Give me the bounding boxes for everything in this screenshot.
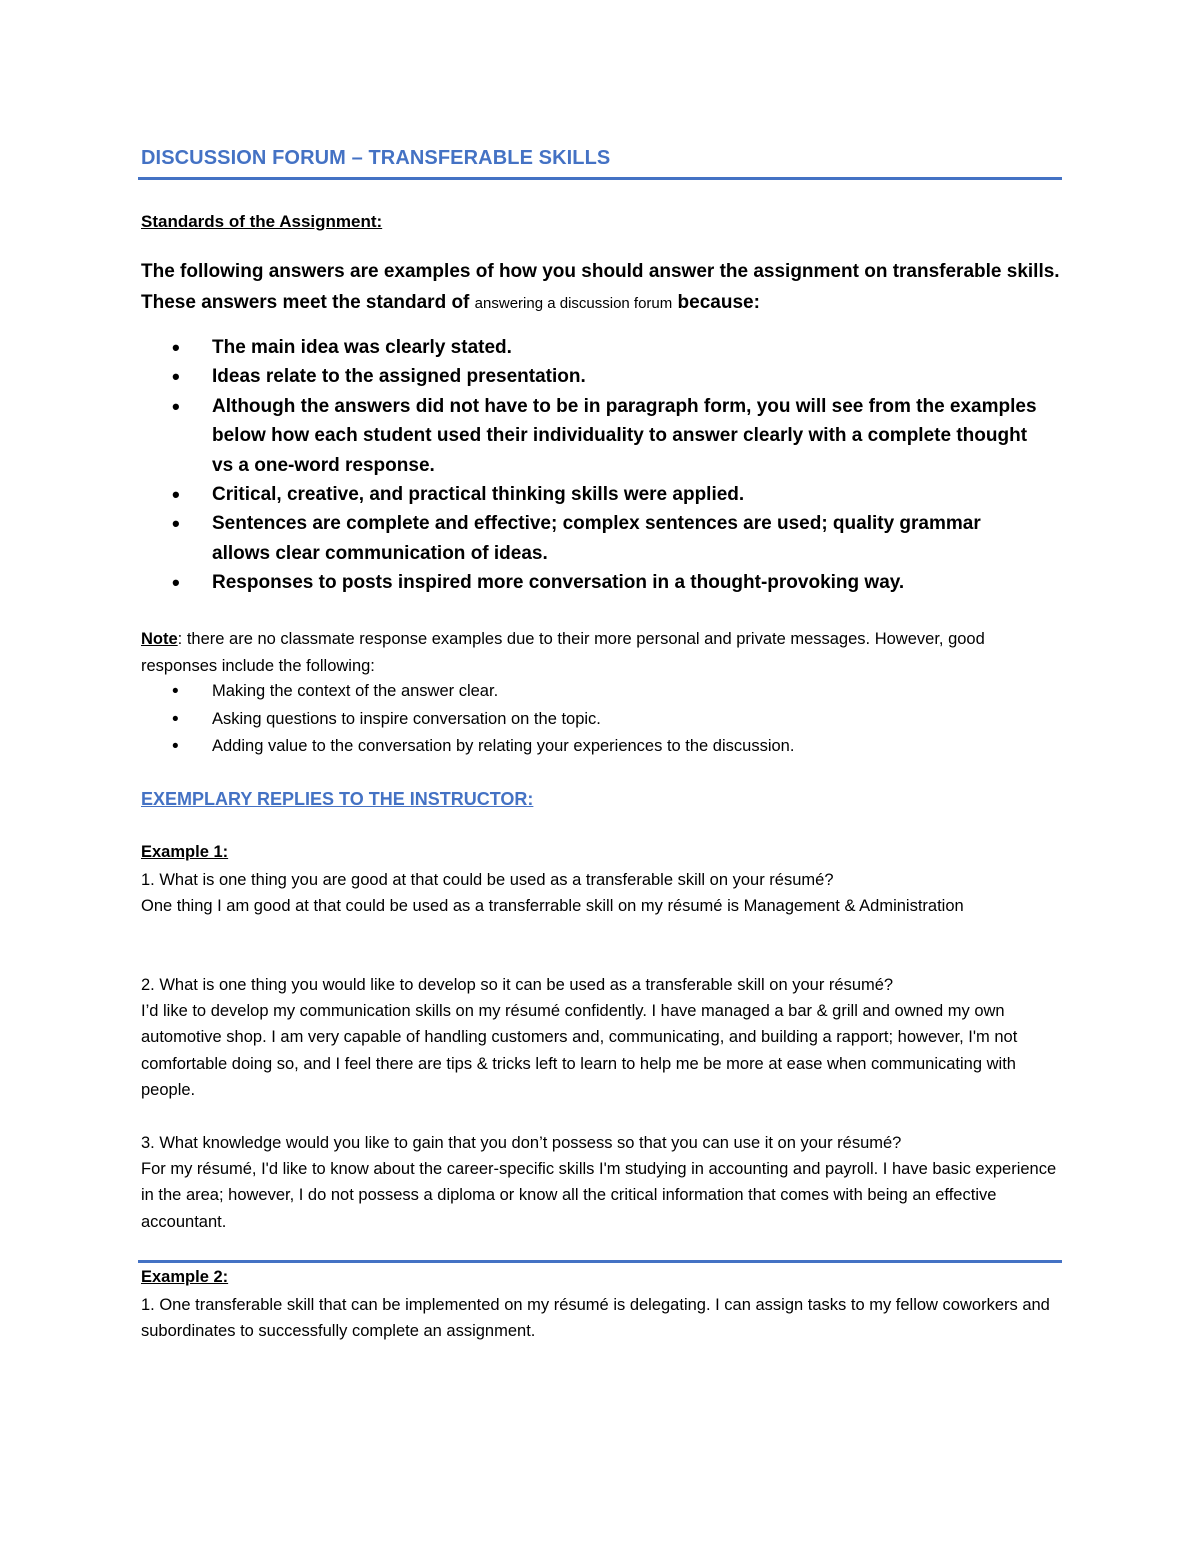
standards-list-item: • Although the answers did not have to be in paragraph form, you will see from the examples below how each student used their individuality to answer clearly with a complete thought vs a one-word response. — [141, 392, 1041, 480]
intro-small-text: answering a discussion forum — [474, 295, 673, 312]
note-list-item: • Making the context of the answer clear. — [141, 678, 1041, 706]
standards-list-item: • Ideas relate to the assigned presentation. — [141, 362, 1041, 391]
example-1-question-2: 2. What is one thing you would like to develop so it can be used as a transferable skill on your résumé? — [141, 976, 894, 994]
example-1-label: Example 1: — [141, 843, 229, 861]
standards-list — [141, 333, 1041, 598]
standards-list-item: • Responses to posts inspired more conversation in a thought-provoking way. — [141, 568, 1041, 597]
example-1-answer-3: For my résumé, I'd like to know about the career-specific skills I'm studying in accounting and payroll. I have basic experience in the area; however, I do not possess a diploma or know all the critical information that comes with being an effective accountant. — [141, 1160, 1057, 1231]
note-text: : there are no classmate response examples due to their more personal and private messages. However, good responses include the following: — [141, 630, 985, 675]
example-1-answer-2: I’d like to develop my communication skills on my résumé confidently. I have managed a bar & grill and owned my own automotive shop. I am very capable of handling customers and, communicating, and building a rapport; however, I'm not comfortable doing so, and I feel there are tips & tricks left to learn to help me be more at ease when communicating with people. — [141, 1002, 1018, 1100]
example-1-question-3: 3. What knowledge would you like to gain that you don’t possess so that you can use it on your résumé? — [141, 1134, 902, 1152]
note-list — [141, 678, 1041, 761]
example-2-label: Example 2: — [141, 1268, 229, 1286]
example-divider — [138, 1260, 1062, 1263]
intro-main-text: The following answers are examples of how you should answer the assignment on transferable skills. These answers meet the standard of — [141, 261, 1060, 313]
standards-list-item: • Sentences are complete and effective; complex sentences are used; quality grammar allows clear communication of ideas. — [141, 509, 1041, 568]
example-2-answer-1: 1. One transferable skill that can be implemented on my résumé is delegating. I can assign tasks to my fellow coworkers and subordinates to successfully complete an assignment. — [141, 1296, 1050, 1341]
intro-end-text: because: — [672, 292, 760, 313]
example-1-question-1: 1. What is one thing you are good at that could be used as a transferable skill on your résumé? — [141, 871, 834, 889]
document-title: DISCUSSION FORUM – TRANSFERABLE SKILLS — [141, 147, 611, 169]
example-1-answer-1: One thing I am good at that could be used as a transferrable skill on my résumé is Management & Administration — [141, 897, 964, 915]
standards-heading: Standards of the Assignment: — [141, 212, 383, 231]
note-paragraph — [141, 626, 1061, 679]
standards-list-item: • Critical, creative, and practical thinking skills were applied. — [141, 480, 1041, 509]
note-label: Note — [141, 630, 178, 648]
title-divider — [138, 177, 1062, 180]
note-list-item: • Asking questions to inspire conversation on the topic. — [141, 706, 1041, 734]
note-list-item: • Adding value to the conversation by relating your experiences to the discussion. — [141, 733, 1041, 761]
standards-list-item: • The main idea was clearly stated. — [141, 333, 1041, 362]
intro-paragraph — [141, 256, 1061, 319]
replies-heading: EXEMPLARY REPLIES TO THE INSTRUCTOR: — [141, 789, 534, 809]
